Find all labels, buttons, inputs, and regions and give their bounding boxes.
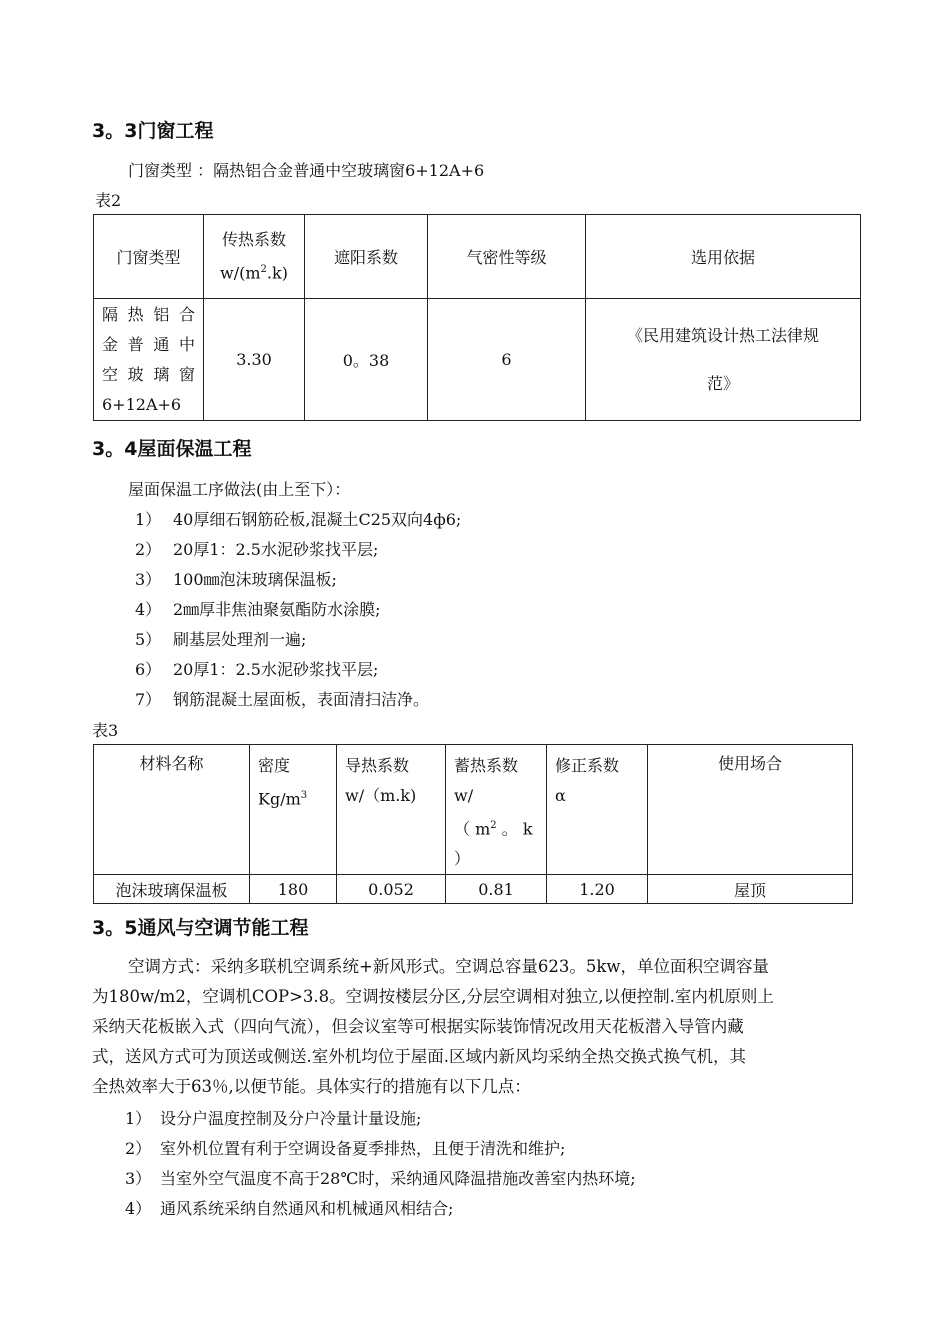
hvac-paragraph: 空调方式：采纳多联机空调系统+新风形式。空调总容量623。5kw，单位面积空调容量 为180w/m2，空调机COP>3.8。空调按楼层分区,分层空调相对独立,以便控制.室内机原则上 采纳天花板嵌入式（四向气流），但会议室等可根据实际装饰情况改用天花板潜入导管内藏 式，送风方式可为顶送或侧送.室外机均位于屋面.区域内新风均采纳全热交换式换气机，其 全热效率大于63％,以便节能。具体实行的措施有以下几点： — [92, 957, 774, 1096]
th-heat-storage: 蓄热系数 w/ （ $m^2$ 。 k ） — [446, 745, 547, 875]
th-correction: 修正系数 α — [547, 745, 648, 875]
th-heat-transfer: 传热系数 $w/(m^2.k)$ — [204, 215, 305, 299]
th-usage: 使用场合 — [648, 745, 853, 875]
list-item: 1） 40厚细石钢筋砼板,混凝土C25双向4ф6; — [135, 510, 462, 529]
td-heat-storage: 0.81 — [446, 875, 547, 904]
th-airtightness: 气密性等级 — [428, 215, 586, 299]
section-heading-3-5: 3。5通风与空调节能工程 — [92, 917, 309, 939]
table-label-3: 表3 — [92, 721, 119, 740]
td-density: 180 — [250, 875, 337, 904]
list-item: 5） 刷基层处理剂一遍; — [135, 630, 307, 649]
list-item: 4） 通风系统采纳自然通风和机械通风相结合; — [125, 1199, 454, 1218]
list-item: 3） 当室外空气温度不高于28℃时，采纳通风降温措施改善室内热环境; — [125, 1169, 636, 1188]
td-window-type: 隔 热 铝 合 金 普 通 中 空 玻 璃 窗 6+12A+6 — [94, 299, 204, 421]
td-basis: 《民用建筑设计热工法律规 范》 — [586, 299, 861, 421]
th-window-type: 门窗类型 — [94, 215, 204, 299]
list-item: 3） 100㎜泡沫玻璃保温板; — [135, 570, 337, 589]
td-material: 泡沫玻璃保温板 — [94, 875, 250, 904]
th-basis: 选用依据 — [586, 215, 861, 299]
th-conductivity: 导热系数 w/（m.k) — [337, 745, 446, 875]
window-table — [93, 214, 861, 421]
section-heading-3-4: 3。4屋面保温工程 — [92, 438, 252, 460]
insulation-table — [93, 744, 853, 904]
td-airtightness: 6 — [428, 299, 586, 421]
td-u-value: 3.30 — [204, 299, 305, 421]
list-item: 2） 20厚1：2.5水泥砂浆找平层; — [135, 540, 379, 559]
window-type-line: 门窗类型 ：隔热铝合金普通中空玻璃窗6+12A+6 — [128, 161, 485, 180]
td-conductivity: 0.052 — [337, 875, 446, 904]
section-heading-3-3: 3。3门窗工程 — [92, 120, 214, 142]
list-item: 1） 设分户温度控制及分户冷量计量设施; — [125, 1109, 422, 1128]
td-usage: 屋顶 — [648, 875, 853, 904]
list-item: 6） 20厚1：2.5水泥砂浆找平层; — [135, 660, 379, 679]
th-density: 密度 $Kg/m^3$ — [250, 745, 337, 875]
th-shading: 遮阳系数 — [305, 215, 428, 299]
td-shading: 0。38 — [305, 299, 428, 421]
list-item: 4） 2㎜厚非焦油聚氨酯防水涂膜; — [135, 600, 381, 619]
roof-intro: 屋面保温工序做法(由上至下）： — [128, 480, 351, 499]
list-item: 7） 钢筋混凝土屋面板，表面清扫洁净。 — [135, 690, 430, 709]
table-label-2: 表2 — [95, 191, 122, 210]
list-item: 2） 室外机位置有利于空调设备夏季排热，且便于清洗和维护; — [125, 1139, 566, 1158]
td-correction: 1.20 — [547, 875, 648, 904]
th-material: 材料名称 — [94, 745, 250, 875]
